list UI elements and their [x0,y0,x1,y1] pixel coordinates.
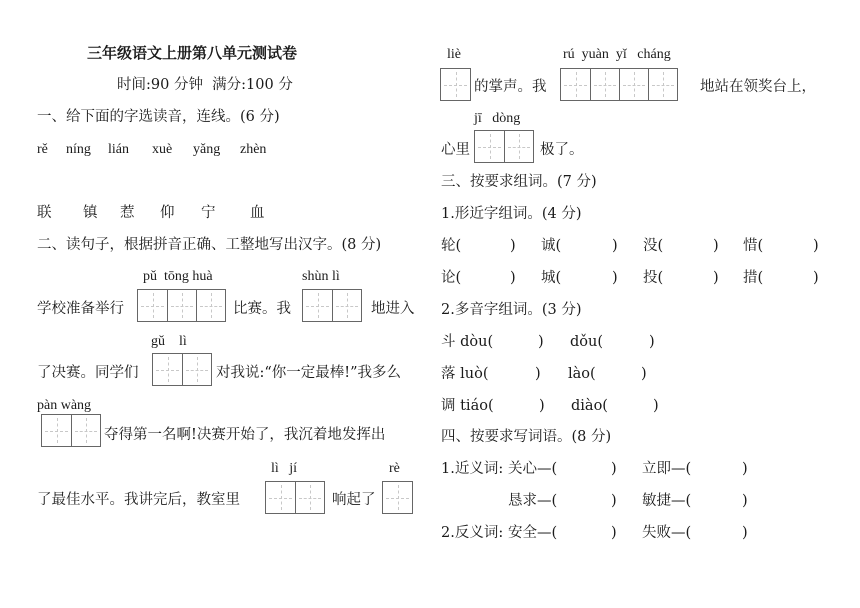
q3-poly-1-close[interactable]: ) [538,334,544,350]
q3-heading: 三、按要求组词。(7 分) [441,174,597,190]
q1-char-1: 联 [37,205,52,221]
q3-poly-3-alt-close[interactable]: ) [653,398,659,414]
q3-poly-2-alt: lào( [568,366,596,382]
q2-pinyin-liji: lì jí [271,461,298,476]
q2-line1-text-c: 地进入 [371,301,415,317]
q3-row2-open-3: 投( [643,270,664,286]
answer-grid-panwang[interactable] [41,414,101,447]
answer-cell[interactable] [303,290,332,321]
q1-char-6: 血 [250,205,265,221]
q3-row2-open-2: 城( [541,270,562,286]
q1-pinyin-2: níng [66,142,91,157]
q2-pinyin-putonghua: pǔ tōng huà [143,269,213,284]
q3-poly-3-char: 调 tiáo( [441,398,494,414]
q1-pinyin-5: yǎng [193,142,221,157]
q4-syn-4-open: 敏捷—( [642,493,692,509]
q3-poly-2-char: 落 luò( [441,366,489,382]
answer-grid-shunli[interactable] [302,289,362,322]
q4-syn-4-close[interactable]: ) [742,493,748,509]
answer-grid-re[interactable] [382,481,413,514]
q1-pinyin-4: xuè [152,142,173,157]
answer-grid-liji[interactable] [265,481,325,514]
answer-cell[interactable] [196,290,225,321]
q2-line5-text-a: 的掌声。我 [474,79,547,95]
q4-syn-2-close[interactable]: ) [742,461,748,477]
answer-cell[interactable] [182,354,211,385]
q3-row1-open-3: 没( [643,238,664,254]
q3-poly-2-alt-close[interactable]: ) [641,366,647,382]
answer-cell[interactable] [561,69,590,100]
q1-char-2: 镇 [83,205,98,221]
q4-ant-1-open: 安全—( [508,525,558,541]
q3-row1-open-4: 惜( [743,238,764,254]
q2-line4-text-b: 响起了 [332,492,376,508]
q4-ant-1-close[interactable]: ) [611,525,617,541]
q4-antonym-label: 2.反义词: [441,525,504,541]
q4-syn-3-open: 恳求—( [508,493,558,509]
answer-cell[interactable] [383,482,412,513]
q3-row2-close-2[interactable]: ) [612,270,618,286]
q3-row1-open-1: 轮( [441,238,462,254]
answer-grid-ruyuanyichang[interactable] [560,68,678,101]
q1-char-5: 宁 [201,205,216,221]
q4-synonym-label: 1.近义词: [441,461,504,477]
q1-char-3: 惹 [120,205,135,221]
exam-meta: 时间:90 分钟 满分:100 分 [117,77,293,93]
answer-cell[interactable] [42,415,71,446]
q2-line3-text: 夺得第一名啊!决赛开始了，我沉着地发挥出 [104,427,386,443]
q4-syn-2-open: 立即—( [642,461,692,477]
q1-char-4: 仰 [160,205,175,221]
q1-heading: 一、给下面的字选读音，连线。(6 分) [37,109,280,125]
q2-line4-text-a: 了最佳水平。我讲完后，教室里 [37,492,240,508]
answer-cell[interactable] [332,290,361,321]
q2-line1-text-a: 学校准备举行 [37,301,124,317]
q4-syn-3-close[interactable]: ) [611,493,617,509]
q2-line2-text: 了决赛。同学们 [37,365,139,381]
q3-row1-close-4[interactable]: ) [813,238,819,254]
q2-line6-text-b: 极了。 [540,142,584,158]
q2-pinyin-shunli: shùn lì [302,269,340,284]
answer-cell[interactable] [138,290,167,321]
q3-poly-3-alt: diào( [571,398,608,414]
q2-pinyin-guli: gǔ lì [151,334,187,349]
answer-cell[interactable] [441,69,470,100]
page-title: 三年级语文上册第八单元测试卷 [87,44,298,62]
q1-pinyin-3: lián [108,142,129,157]
q4-syn-1-close[interactable]: ) [611,461,617,477]
q3-row2-close-3[interactable]: ) [713,270,719,286]
answer-cell[interactable] [590,69,619,100]
answer-grid-lie[interactable] [440,68,471,101]
q2-line1-text-b: 比赛。我 [233,301,291,317]
q3-poly-1-alt-close[interactable]: ) [649,334,655,350]
q4-heading: 四、按要求写词语。(8 分) [441,429,612,445]
q3-row1-close-3[interactable]: ) [713,238,719,254]
q2-line6-text-a: 心里 [441,142,470,158]
answer-grid-putonghua[interactable] [137,289,226,322]
q3-row1-close-2[interactable]: ) [612,238,618,254]
q4-ant-2-close[interactable]: ) [742,525,748,541]
q2-pinyin-re: rè [389,461,400,476]
q1-pinyin-1: rě [37,142,48,157]
answer-cell[interactable] [504,131,533,162]
q3-poly-2-close[interactable]: ) [535,366,541,382]
q2-pinyin-panwang: pàn wàng [37,398,92,413]
answer-cell[interactable] [167,290,196,321]
q2-heading: 二、读句子，根据拼音正确、工整地写出汉字。(8 分) [37,237,382,253]
answer-cell[interactable] [475,131,504,162]
q3-poly-1-alt: dǒu( [570,334,604,350]
q4-syn-1-open: 关心—( [508,461,558,477]
q3-row1-close-1[interactable]: ) [510,238,516,254]
q3-poly-3-close[interactable]: ) [539,398,545,414]
answer-cell[interactable] [295,482,324,513]
answer-cell[interactable] [619,69,648,100]
answer-grid-jidong[interactable] [474,130,534,163]
answer-cell[interactable] [266,482,295,513]
q3-row1-open-2: 诚( [541,238,562,254]
answer-cell[interactable] [153,354,182,385]
q3-sub2-heading: 2.多音字组词。(3 分) [441,302,582,318]
q2-pinyin-jidong: jī dòng [474,111,521,126]
q3-row2-close-1[interactable]: ) [510,270,516,286]
q3-row2-close-4[interactable]: ) [813,270,819,286]
q1-pinyin-6: zhèn [240,142,267,157]
q4-ant-2-open: 失败—( [642,525,692,541]
q2-pinyin-lie: liè [447,47,461,62]
q2-line2-text-b: 对我说:“你一定最棒!”我多么 [216,365,402,381]
q2-line5-text-b: 地站在领奖台上， [700,79,816,95]
q3-sub1-heading: 1.形近字组词。(4 分) [441,206,582,222]
q3-row2-open-1: 论( [441,270,462,286]
q2-pinyin-ruyuanyichang: rú yuàn yǐ cháng [563,47,671,62]
answer-cell[interactable] [648,69,677,100]
q3-row2-open-4: 措( [743,270,764,286]
answer-grid-guli[interactable] [152,353,212,386]
answer-cell[interactable] [71,415,100,446]
q3-poly-1-char: 斗 dòu( [441,334,494,350]
